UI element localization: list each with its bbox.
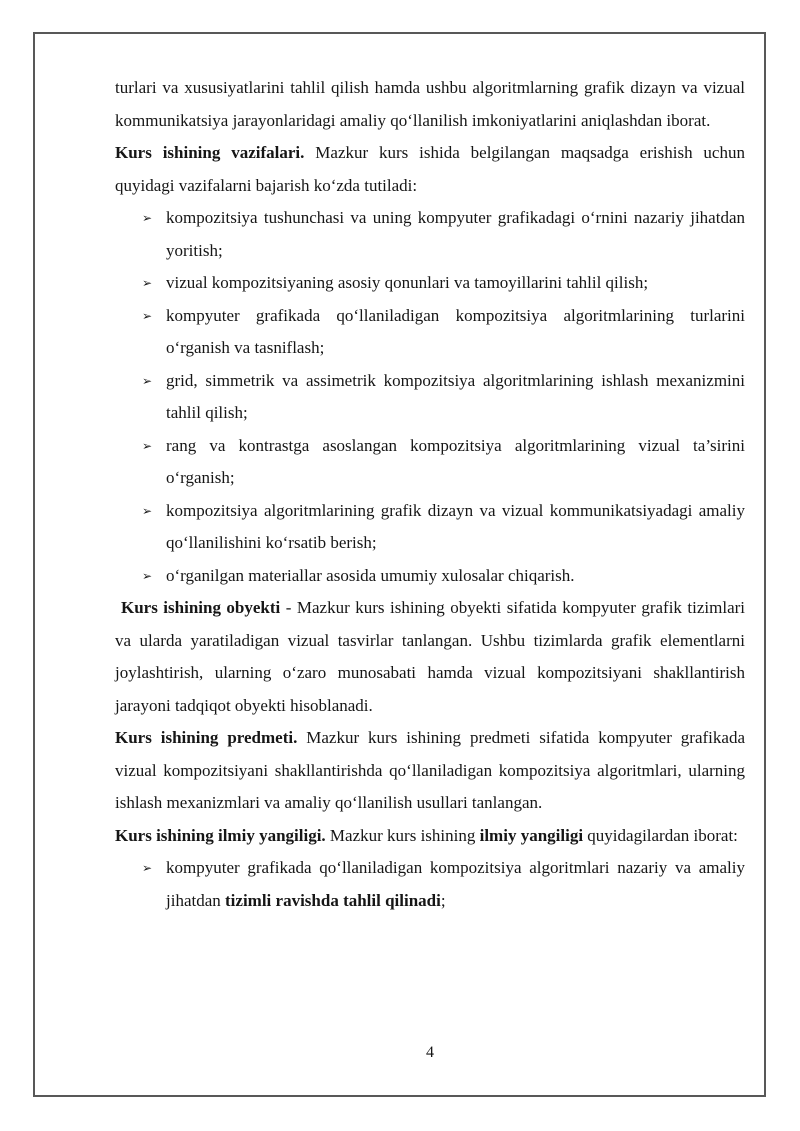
obyekti-text: - Mazkur kurs ishining obyekti sifatida kompyuter grafik tizimlari va ularda yaratiladigan vizual tasvirlar tanlangan. Ushbu tizimlarda grafik elementlarni joylashtirish, ularning o‘zaro munosabati hamda vizual kompozitsiyani shakllantirish jarayoni tadqiqot obyekti hisoblanadi.	[115, 598, 745, 715]
task-text: kompyuter grafikada qo‘llaniladigan kompozitsiya algoritmlarining turlarini o‘rganish va tasniflash;	[166, 305, 745, 357]
bullet-arrow-icon: ➢	[142, 568, 153, 583]
heading-yangiligi: Kurs ishining ilmiy yangiligi.	[115, 825, 326, 845]
task-text: vizual kompozitsiyaning asosiy qonunlari va tamoyillarini tahlil qilish;	[166, 273, 649, 292]
vazifalari-text: Mazkur kurs ishida belgilangan maqsadga erishish uchun quyidagi vazifalarni bajarish ko‘zda tutiladi:	[115, 143, 745, 195]
task-item	[115, 365, 745, 430]
yangiligi-highlight: ilmiy yangiligi	[479, 825, 584, 845]
novelty-highlight: tizimli ravishda tahlil qilinadi	[225, 890, 441, 910]
bullet-arrow-icon: ➢	[142, 861, 153, 875]
task-item	[115, 300, 745, 365]
paragraph-yangiligi	[115, 820, 745, 853]
heading-predmeti: Kurs ishining predmeti.	[115, 728, 298, 747]
bullet-arrow-icon: ➢	[142, 276, 153, 290]
bullet-arrow-icon: ➢	[142, 211, 153, 225]
task-text: o‘rganilgan materiallar asosida umumiy xulosalar chiqarish.	[166, 565, 575, 585]
task-text: kompozitsiya tushunchasi va uning kompyuter grafikadagi o‘rnini nazariy jihatdan yoritish;	[166, 208, 745, 260]
paragraph-vazifalari	[115, 137, 745, 202]
bullet-arrow-icon: ➢	[142, 438, 153, 453]
task-item	[115, 495, 745, 560]
page-content	[115, 72, 745, 917]
task-text: grid, simmetrik va assimetrik kompozitsiya algoritmlarining ishlash mexanizmini tahlil qilish;	[166, 370, 745, 422]
bullet-arrow-icon: ➢	[142, 373, 153, 388]
paragraph-predmeti	[115, 722, 745, 820]
yangiligi-mid: Mazkur kurs ishining	[325, 825, 480, 845]
bullet-arrow-icon: ➢	[142, 308, 153, 323]
task-item	[115, 430, 745, 495]
task-item	[115, 267, 745, 300]
heading-obyekti: Kurs ishining obyekti	[121, 598, 281, 617]
novelty-text-post: ;	[440, 890, 446, 910]
paragraph-obyekti	[115, 592, 745, 722]
predmeti-text: Mazkur kurs ishining predmeti sifatida kompyuter grafikada vizual kompozitsiyani shakllantirishda qo‘llaniladigan kompozitsiya algoritmlari, ularning ishlash mexanizmlari va amaliy qo‘llanilish usullari tanlangan.	[115, 728, 745, 812]
task-text: rang va kontrastga asoslangan kompozitsiya algoritmlarining vizual ta’sirini o‘rganish;	[166, 435, 745, 487]
heading-vazifalari: Kurs ishining vazifalari.	[115, 143, 305, 162]
novelty-item	[115, 852, 745, 917]
task-text: kompozitsiya algoritmlarining grafik dizayn va vizual kommunikatsiyadagi amaliy qo‘llanilishini ko‘rsatib berish;	[166, 500, 745, 552]
task-item	[115, 560, 745, 593]
task-item	[115, 202, 745, 267]
novelty-text-pre: kompyuter grafikada qo‘llaniladigan kompozitsiya algoritmlari nazariy va amaliy jihatdan	[166, 858, 745, 910]
paragraph-continuation: turlari va xususiyatlarini tahlil qilish hamda ushbu algoritmlarning grafik dizayn va vizual kommunikatsiya jarayonlaridagi amaliy qo‘llanilish imkoniyatlarini aniqlashdan iborat.	[115, 78, 745, 130]
page-number: 4	[426, 1044, 434, 1061]
yangiligi-rest: quyidagilardan iborat:	[583, 825, 738, 845]
bullet-arrow-icon: ➢	[142, 503, 153, 518]
